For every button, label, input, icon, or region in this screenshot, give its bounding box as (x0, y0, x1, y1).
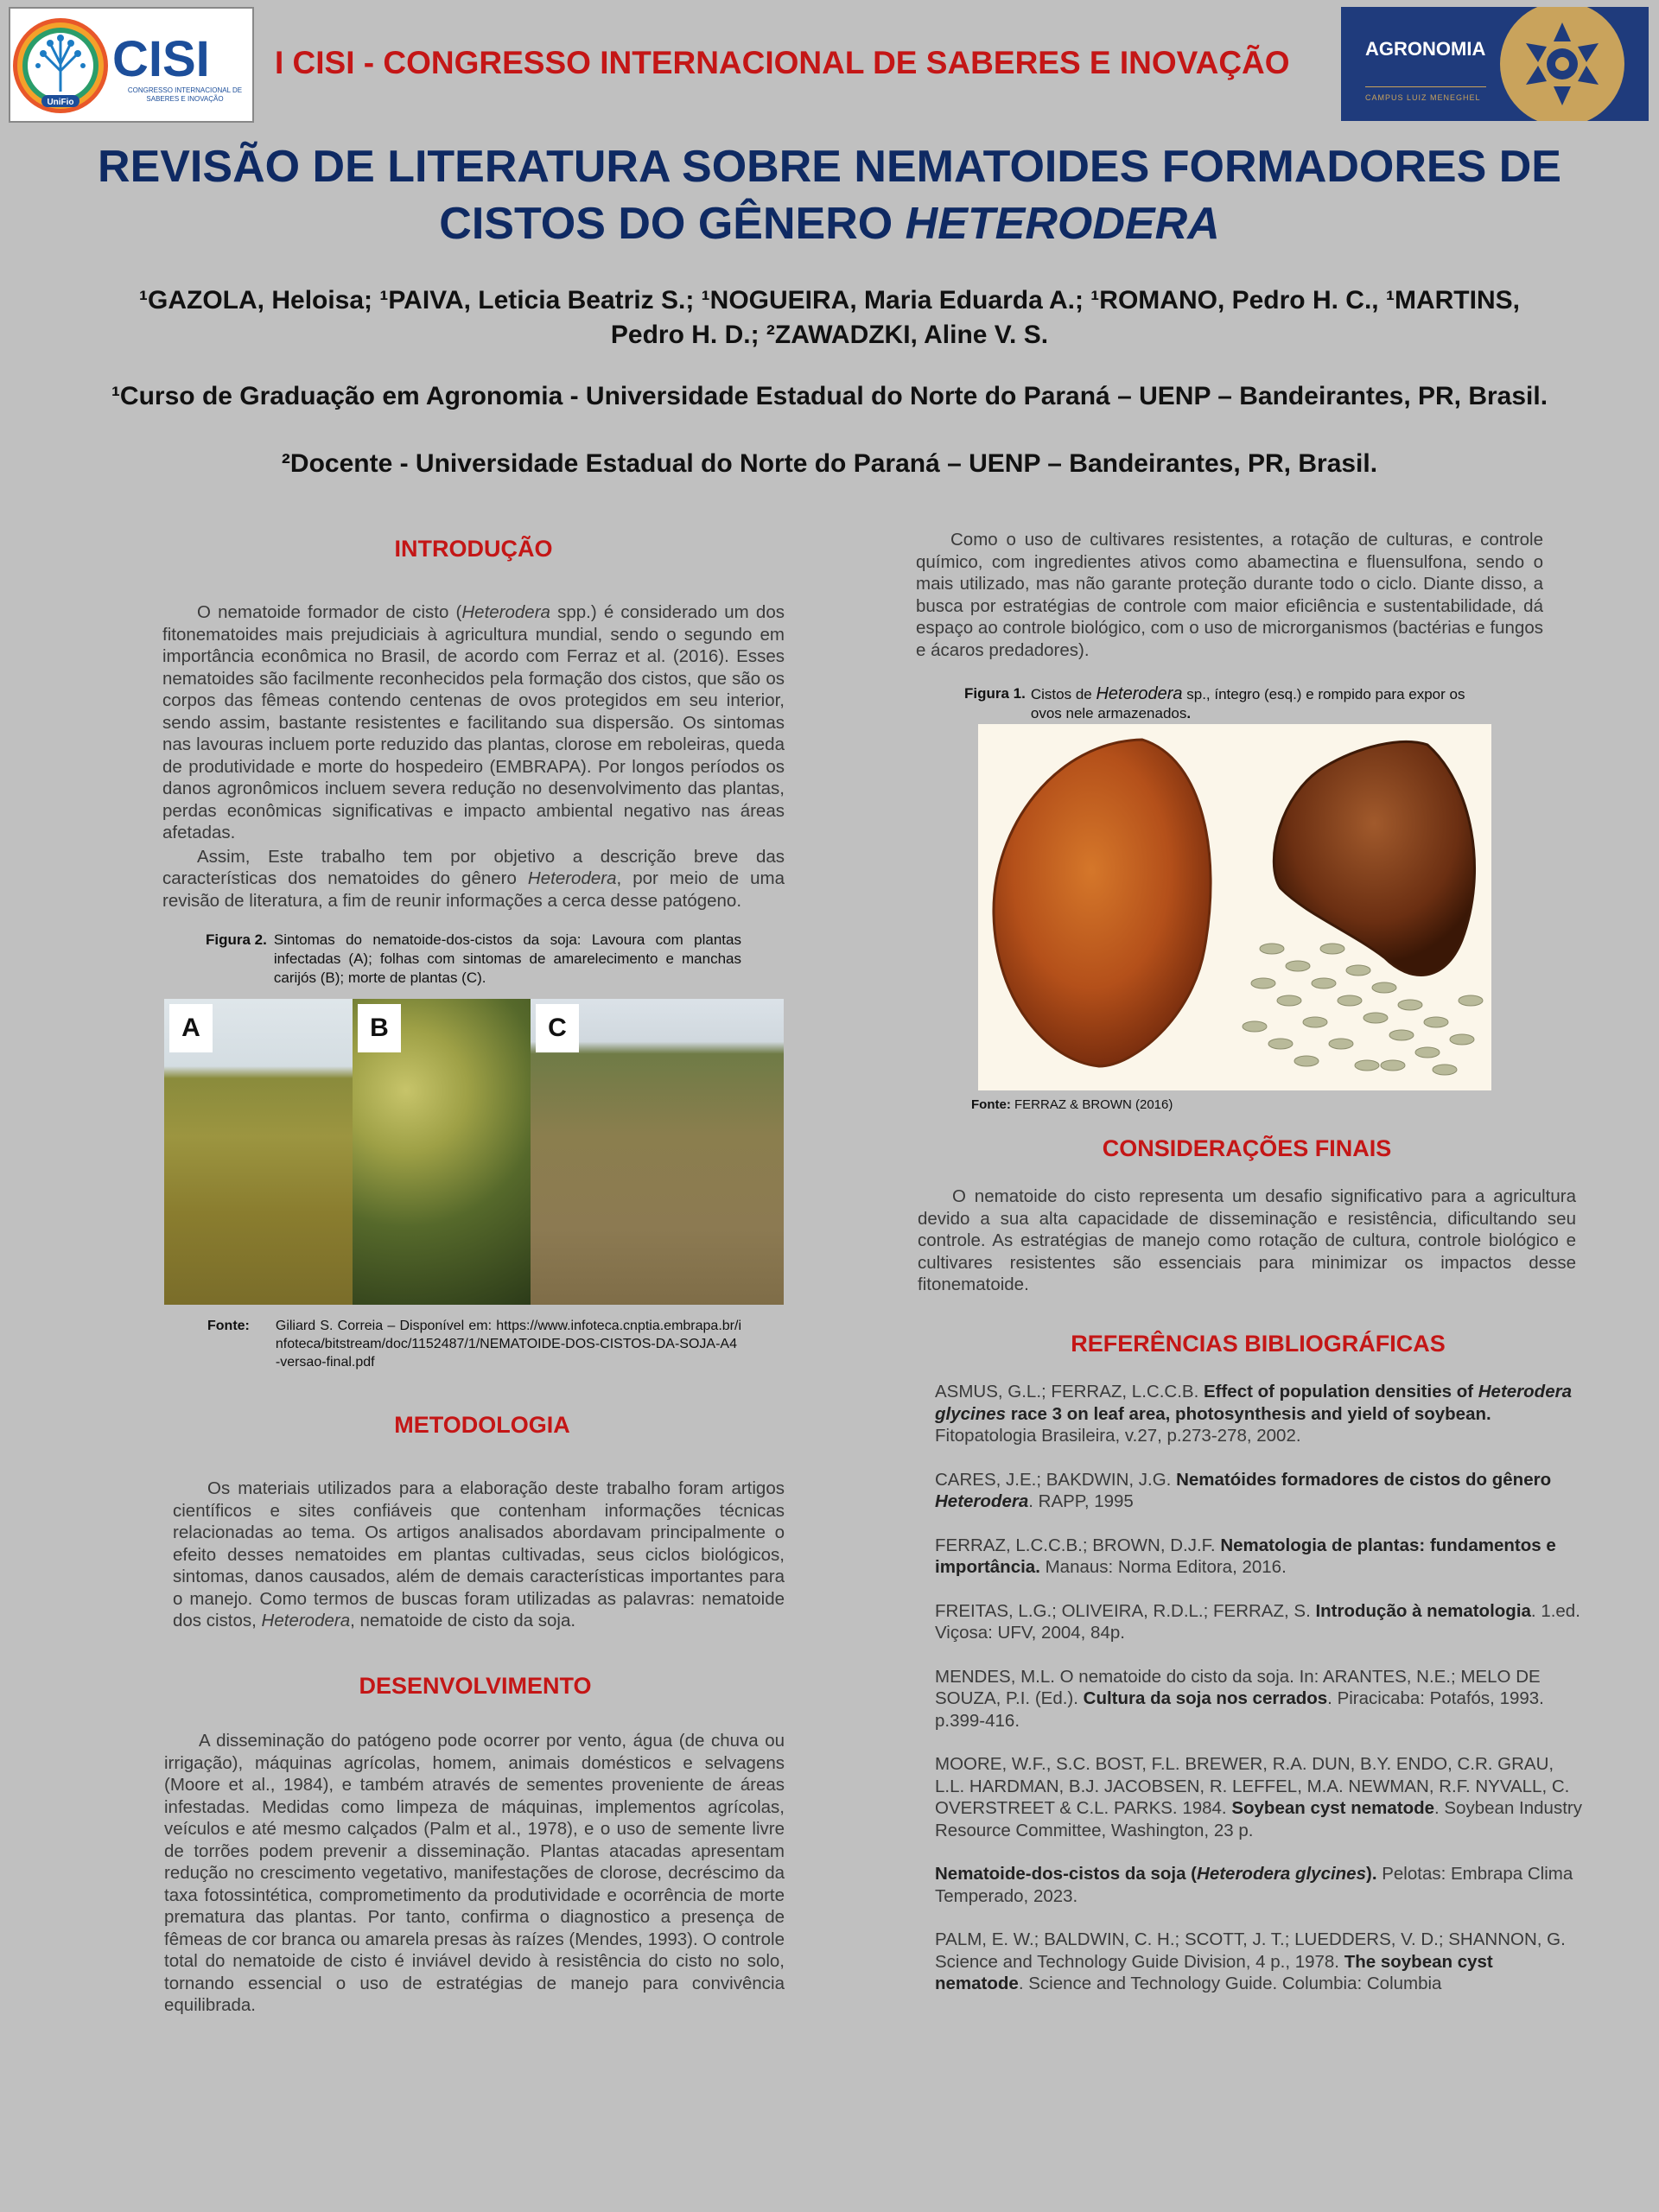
ref5-authors: MENDES, M.L. O nematoide do cisto da soja. In: ARANTES, N.E.; MELO DE SOUZA, P.I. (Ed.). (935, 1666, 1541, 1708)
figure2-panel-c-label: C (536, 1004, 579, 1052)
ref3-title: Nematologia de plantas: fundamentos e importância. (935, 1535, 1556, 1577)
reference-item (935, 1600, 1585, 1644)
ref3-source: Manaus: Norma Editora, 2016. (1039, 1557, 1287, 1577)
right-intro-paragraph: Como o uso de cultivares resistentes, a rotação de culturas, e controle químico, com ingredientes ativos como abamectina e fluensulfona, sendo o mais utilizado, mas não garante proteção durante todo o ciclo. Diante disso, a busca por estratégias de controle com maior eficiência e sustentabilidade, dá espaço ao controle biológico, com o uso de microrganismos (bactérias e fungos e ácaros predadores). (916, 530, 1543, 660)
intro-p1-b: spp.) é considerado um dos fitonematoides mais prejudiciais à agricultura mundial, sendo o segundo em importância econômica no Brasil, de acordo com Ferraz et al. (2016). Esses nematoides são facilmente reconhecidos pela formação dos cistos, que são os corpos das fêmeas contendo centenas de ovos protegidos em seu interior, sendo assim, bastante resistentes e facilitando sua dispersão. Os sintomas nas lavouras incluem porte reduzido das plantas, clorose em reboleiras, queda de produtividade e morte do hospedeiro (EMBRAPA). Por longos períodos os danos agronômicos incluem severa redução no desenvolvimento das plantas, perdas econômicas significativas e impacto ambiental negativo nas áreas afetadas. (162, 602, 785, 842)
figure1-source-label: Fonte: (971, 1097, 1011, 1112)
figure2-panel-b-label: B (358, 1004, 401, 1052)
figure2-panel-a (164, 999, 353, 1305)
ref5-source: . Piracicaba: Potafós, 1993. p.399-416. (935, 1688, 1544, 1731)
methodology-p1-genus: Heterodera (261, 1611, 351, 1630)
ref7-title-b: ). (1366, 1864, 1377, 1884)
ref1-authors: ASMUS, G.L.; FERRAZ, L.C.C.B. (935, 1382, 1204, 1402)
figure1-caption-b: sp., íntegro (esq.) e rompido para expor os ovos nele armazenados (1030, 686, 1465, 721)
agronomia-divider (1365, 86, 1486, 87)
ref4-title: Introdução à nematologia (1315, 1600, 1531, 1621)
figure2-caption (206, 931, 741, 988)
development-heading: DESENVOLVIMENTO (359, 1673, 592, 1699)
development-paragraph: A disseminação do patógeno pode ocorrer por vento, água (de chuva ou irrigação), máquinas agrícolas, homem, animais domésticos e selvagens (Moore et al., 1984), e também através de sementes proveniente de áreas infestadas. Medidas como limpeza de máquinas, implementos agrícolas, veículos e até mesmo calçados (Palm et al., 1978), e o uso de semente livre de torrões podem prevenir a disseminação. Plantas atacadas apresentam redução no crescimento vegetativo, manifestações de clorose, decréscimo da taxa fotossintética, comprometimento da produtividade e ocorrência de morte prematura das plantas. Por tanto, confirma o diagnostico a presença de fêmeas de cor branca ou amarela presas às raízes (Mendes, 1993). O controle total do nematoide de cisto é inviável devido à resistência do cisto no solo, tornando essencial o uso de estratégias de manejo para convivência equilibrada. (164, 1731, 785, 2015)
figure2-panel-a-label: A (169, 1004, 213, 1052)
ref6-title: Soybean cyst nematode (1231, 1798, 1435, 1818)
ref2-title: Nematóides formadores de cistos do gênero (1176, 1469, 1552, 1490)
affiliation-first: ¹Curso de Graduação em Agronomia - Universidade Estadual do Norte do Paraná – UENP – Bandeirantes, PR, Brasil. (111, 382, 1548, 410)
reference-item (935, 1381, 1585, 1447)
reference-item (935, 1666, 1585, 1732)
ref1-source: Fitopatologia Brasileira, v.27, p.273-278, 2002. (935, 1426, 1301, 1446)
intro-heading: INTRODUÇÃO (394, 536, 553, 562)
ref2-title-genus: Heterodera (935, 1491, 1029, 1511)
affiliation-second: ²Docente - Universidade Estadual do Norte do Paraná – UENP – Bandeirantes, PR, Brasil. (281, 449, 1378, 478)
agronomia-logo (1341, 7, 1649, 121)
figure2-caption-text: Sintomas do nematoide-dos-cistos da soja: Lavoura com plantas infectadas (A); folhas com sintomas de amarelecimento e manchas carijós (B); morte de plantas (C). (273, 931, 741, 986)
cisi-logo-text: CISI (112, 31, 210, 87)
conclusions-section (918, 1185, 1576, 1296)
conclusions-heading: CONSIDERAÇÕES FINAIS (1102, 1135, 1392, 1161)
author-list (130, 283, 1529, 353)
cisi-logo-subtitle: CONGRESSO INTERNACIONAL DE SABERES E INOVAÇÃO (127, 86, 243, 103)
intro-p2-b: , por meio de uma revisão de literatura, a fim de reunir informações a cerca desse patógeno. (162, 868, 785, 911)
poster-title-line1: REVISÃO DE LITERATURA SOBRE NEMATOIDES FORMADORES DE (98, 142, 1561, 192)
right-intro-section (916, 529, 1543, 661)
ref3-authors: FERRAZ, L.C.C.B.; BROWN, D.J.F. (935, 1535, 1221, 1555)
reference-item (935, 1753, 1585, 1841)
ref7-title-a: Nematoide-dos-cistos da soja ( (935, 1864, 1198, 1884)
poster-title-line2 (86, 195, 1573, 252)
poster-title (86, 138, 1573, 252)
figure1-source-text: FERRAZ & BROWN (2016) (1014, 1097, 1173, 1112)
methodology-p1-b: , nematoide de cisto da soja. (350, 1611, 576, 1630)
ref4-authors: FREITAS, L.G.; OLIVEIRA, R.D.L.; FERRAZ, S. (935, 1600, 1316, 1621)
development-section (164, 1730, 785, 2017)
figure1-caption-text (1031, 684, 1500, 723)
poster-title-genus: HETERODERA (905, 199, 1220, 249)
cisi-badge-text: UniFio (47, 98, 74, 107)
references-list (935, 1381, 1585, 2017)
methodology-heading: METODOLOGIA (394, 1412, 570, 1438)
ref8-source: . Science and Technology Guide. Columbia: Columbia (1018, 1974, 1442, 1993)
ref8-title: The soybean cyst nematode (935, 1951, 1493, 1993)
uenp-emblem-icon (1500, 7, 1649, 121)
author-line2: Pedro H. D.; ²ZAWADZKI, Aline V. S. (610, 321, 1049, 349)
cisi-logo-graphic (10, 9, 252, 121)
reference-item (935, 1929, 1585, 1995)
ref2-authors: CARES, J.E.; BAKDWIN, J.G. (935, 1469, 1177, 1490)
intro-p1-genus: Heterodera (461, 602, 550, 622)
ref1-title-a: Effect of population densities of (1203, 1382, 1478, 1402)
figure2-image (164, 999, 784, 1305)
ref2-source: . RAPP, 1995 (1028, 1491, 1134, 1511)
cisi-logo (9, 7, 254, 123)
ref7-title-species: Heterodera glycines (1197, 1864, 1366, 1884)
figure2-source-label: Fonte: (207, 1319, 250, 1333)
agronomia-logo-subtitle: CAMPUS LUIZ MENEGHEL (1365, 93, 1481, 102)
ref4-source: . 1.ed. Viçosa: UFV, 2004, 84p. (935, 1600, 1580, 1643)
intro-section (162, 601, 785, 912)
figure1-image (978, 724, 1491, 1090)
intro-paragraph-1 (162, 601, 785, 844)
methodology-section (173, 1478, 785, 1632)
figure1-caption-end: . (1186, 705, 1192, 721)
author-line1: ¹GAZOLA, Heloisa; ¹PAIVA, Leticia Beatriz S.; ¹NOGUEIRA, Maria Eduarda A.; ¹ROMANO, Pedro H. C., ¹MARTINS, (139, 286, 1520, 315)
reference-item (935, 1863, 1585, 1907)
ref5-title: Cultura da soja nos cerrados (1083, 1688, 1328, 1708)
ref1-title-b: race 3 on leaf area, photosynthesis and yield of soybean. (1006, 1403, 1491, 1424)
intro-p1-a: O nematoide formador de cisto ( (197, 602, 462, 622)
congress-title: I CISI - CONGRESSO INTERNACIONAL DE SABERES E INOVAÇÃO (275, 45, 1290, 80)
methodology-paragraph (173, 1478, 785, 1632)
figure1-caption-genus: Heterodera (1096, 684, 1183, 703)
figure1-cysts-graphic (978, 724, 1491, 1090)
agronomia-logo-title: AGRONOMIA (1365, 38, 1486, 60)
figure2-panel-b (353, 999, 531, 1305)
figure1-label: Figura 1. (964, 685, 1026, 702)
figure1-caption (964, 684, 1500, 723)
figure2-label: Figura 2. (206, 931, 267, 948)
ref6-authors: MOORE, W.F., S.C. BOST, F.L. BREWER, R.A. DUN, B.Y. ENDO, C.R. GRAU, L.L. HARDMAN, B.J. JACOBSEN, R. LEFFEL, M.A. NEWMAN, R.F. NYVALL, C. OVERSTREET & C.L. PARKS. 1984. (935, 1754, 1570, 1818)
figure2-panel-c (531, 999, 784, 1305)
references-heading: REFERÊNCIAS BIBLIOGRÁFICAS (1071, 1331, 1446, 1357)
figure1-caption-a: Cistos de (1030, 686, 1096, 702)
figure2-source (207, 1317, 741, 1371)
intro-paragraph-2 (162, 846, 785, 912)
reference-item (935, 1535, 1585, 1579)
figure1-source (971, 1096, 1173, 1115)
methodology-p1-a: Os materiais utilizados para a elaboração deste trabalho foram artigos científicos e sites confiáveis que contenham informações técnicas relacionadas ao tema. Os artigos analisados abordavam principalmente o efeito desses nematoides em plantas cultivadas, seus ciclos biológicos, sintomas, danos causados, além de demais características importantes para o manejo. Como termos de buscas foram utilizadas as palavras: nematoide dos cistos, (173, 1478, 785, 1630)
ref6-source: . Soybean Industry Resource Committee, Washington, 23 p. (935, 1798, 1582, 1840)
reference-item (935, 1469, 1585, 1513)
figure2-source-text: Giliard S. Correia – Disponível em: https://www.infoteca.cnptia.embrapa.br/infoteca/bitstream/doc/1152487/1/NEMATOIDE-DOS-CISTOS-DA-SOJA-A4-versao-final.pdf (275, 1319, 741, 1370)
poster-title-line2-text: CISTOS DO GÊNERO (439, 199, 906, 249)
ref1-title-species: Heterodera glycines (935, 1382, 1572, 1424)
intro-p2-genus: Heterodera (527, 868, 617, 888)
ref7-source: Pelotas: Embrapa Clima Temperado, 2023. (935, 1864, 1573, 1906)
ref8-authors: PALM, E. W.; BALDWIN, C. H.; SCOTT, J. T.; LUEDDERS, V. D.; SHANNON, G. Science and Technology Guide Division, 4 p., 1978. (935, 1929, 1566, 1972)
intro-p2-a: Assim, Este trabalho tem por objetivo a descrição breve das características dos nematoides do gênero (162, 846, 785, 888)
conclusions-paragraph: O nematoide do cisto representa um desafio significativo para a agricultura devido a sua alta capacidade de disseminação e resistência, dificultando seu controle. As estratégias de manejo como rotação de cultura, controle biológico e cultivares resistentes são essenciais para minimizar os impactos desse fitonematoide. (918, 1186, 1576, 1294)
